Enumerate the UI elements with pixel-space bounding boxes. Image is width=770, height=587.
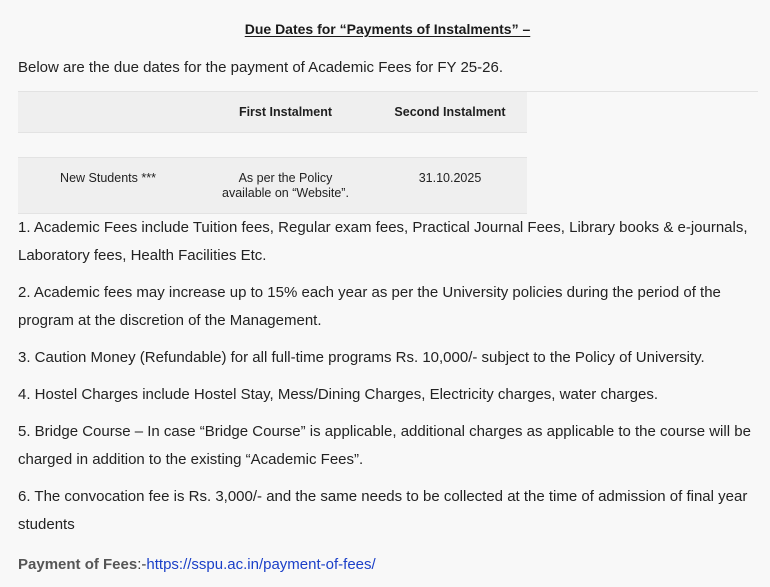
row-label-cell: New Students ***	[18, 157, 198, 213]
header-second-instalment: Second Instalment	[373, 92, 527, 132]
spacer-cell	[18, 132, 198, 157]
second-instalment-cell: 31.10.2025	[373, 157, 527, 213]
payment-separator: :-	[137, 556, 147, 573]
table-header-row	[18, 92, 527, 132]
table-spacer-row	[18, 132, 527, 157]
note-item: 3. Caution Money (Refundable) for all full-time programs Rs. 10,000/- subject to the Policy of University.	[18, 349, 705, 366]
payment-line	[18, 552, 758, 578]
payment-label: Payment of Fees	[18, 556, 138, 573]
note-item: 6. The convocation fee is Rs. 3,000/- and the same needs to be collected at the time of admission of final year students	[18, 488, 748, 533]
note-item: 5. Bridge Course – In case “Bridge Course” is applicable, additional charges as applicable to the course will be charged in addition to the existing “Academic Fees”.	[18, 423, 751, 468]
spacer-cell	[373, 132, 527, 157]
instalment-table	[18, 92, 527, 214]
payment-link[interactable]: https://sspu.ac.in/payment-of-fees/	[146, 556, 376, 573]
notes-list	[18, 214, 758, 548]
spacer-cell	[198, 132, 373, 157]
intro-text: Below are the due dates for the payment of Academic Fees for FY 25-26.	[18, 59, 503, 76]
page-heading: Due Dates for “Payments of Instalments” –	[244, 21, 531, 37]
note-item: 1. Academic Fees include Tuition fees, Regular exam fees, Practical Journal Fees, Library books & e-journals, Laboratory fees, Health Facilities Etc.	[18, 219, 748, 264]
header-cell-empty	[18, 92, 198, 132]
note-item: 2. Academic fees may increase up to 15% each year as per the University policies during the period of the program at the discretion of the Management.	[18, 284, 721, 329]
first-instalment-line2: available on “Website”.	[222, 185, 349, 200]
first-instalment-line1: As per the Policy	[238, 170, 333, 185]
note-item: 4. Hostel Charges include Hostel Stay, Mess/Dining Charges, Electricity charges, water charges.	[18, 386, 658, 403]
table-row	[18, 157, 527, 213]
first-instalment-cell	[198, 157, 373, 213]
header-first-instalment: First Instalment	[198, 92, 373, 132]
